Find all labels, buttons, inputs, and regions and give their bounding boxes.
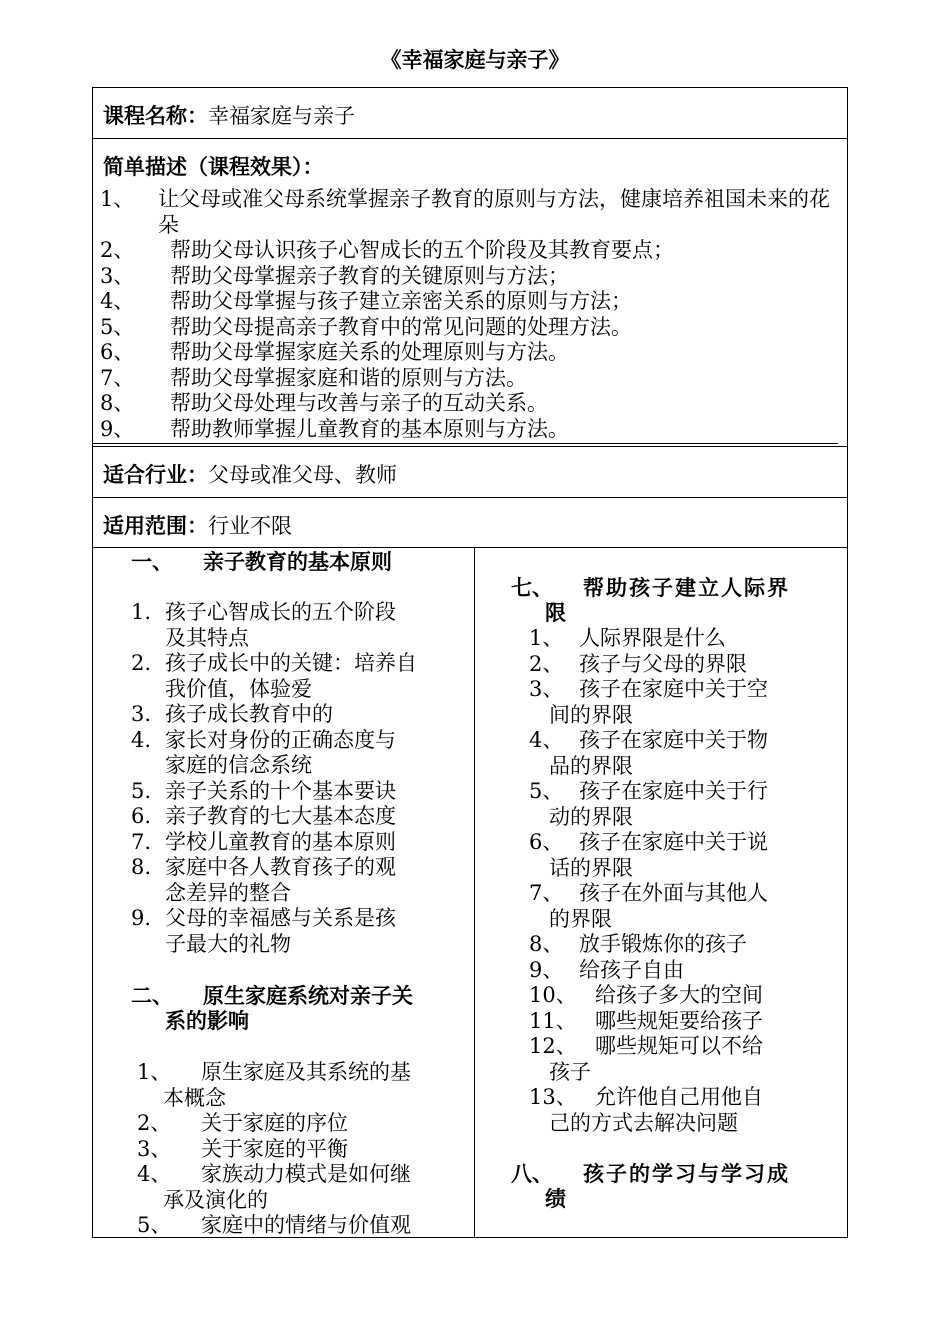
- section-1-item-number: 6.: [131, 804, 152, 828]
- document-title: 《幸福家庭与亲子》: [380, 48, 570, 72]
- section-7-item: [529, 881, 841, 932]
- section-1-list: [131, 600, 471, 957]
- description-item-text: 帮助教师掌握儿童教育的基本原则与方法。: [170, 416, 569, 441]
- course-name-label: 课程名称：: [103, 104, 208, 128]
- description-item-text: 帮助父母提高亲子教育中的常见问题的处理方法。: [170, 314, 632, 339]
- section-7-item: [529, 983, 841, 1009]
- description-item-text: 帮助父母掌握与孩子建立亲密关系的原则与方法；: [170, 289, 632, 313]
- course-name-row: [92, 87, 848, 139]
- description-item-text: 帮助父母认识孩子心智成长的五个阶段及其教育要点；: [170, 238, 674, 262]
- section-2-item-text-cont: 承及演化的: [163, 1187, 268, 1212]
- section-2-item-number: 3、: [137, 1136, 172, 1161]
- section-7-item-number: 10、: [529, 983, 577, 1007]
- section-7-item-text-cont: 话的界限: [549, 855, 633, 880]
- description-item-number: 2、: [100, 238, 135, 262]
- section-1-item-number: 2.: [131, 651, 152, 675]
- description-label: 简单描述（课程效果）：: [103, 155, 324, 179]
- section-7-item: [529, 728, 841, 779]
- section-7-item-number: 7、: [529, 881, 564, 905]
- section-1-item-text-cont: 我价值，体验爱: [165, 676, 312, 701]
- description-list: [100, 187, 840, 442]
- section-7-item: [529, 830, 841, 881]
- description-item: [100, 264, 840, 290]
- section-2-item-text-cont: 本概念: [163, 1085, 226, 1110]
- section-1-item-number: 5.: [131, 778, 152, 803]
- description-item: [100, 366, 840, 392]
- section-7-item-number: 1、: [529, 626, 564, 650]
- description-item-text: 帮助父母掌握家庭关系的处理原则与方法。: [170, 340, 569, 364]
- section-7-item-text: 放手锻炼你的孩子: [579, 932, 747, 956]
- section-7-item-text: 孩子在家庭中关于物: [579, 728, 768, 752]
- section-7-item: [529, 957, 841, 984]
- section-7-item-text: 哪些规矩可以不给: [595, 1034, 763, 1058]
- section-7-item: [529, 1008, 841, 1035]
- description-item-text: 帮助父母掌握亲子教育的关键原则与方法；: [170, 263, 569, 288]
- section-1-item: [131, 830, 471, 856]
- description-item: [100, 340, 840, 366]
- section-7-item-text-cont: 的界限: [549, 906, 612, 931]
- left-column: [93, 548, 474, 1237]
- scope-row: [92, 497, 848, 548]
- section-7-item-text: 孩子在外面与其他人: [579, 881, 768, 905]
- section-1-item: [131, 804, 471, 830]
- description-item: [100, 417, 840, 443]
- section-1-item-text-cont: 念差异的整合: [165, 880, 291, 905]
- section-1-item-text: 父母的幸福感与关系是孩: [165, 906, 396, 930]
- section-7-item-text: 哪些规矩要给孩子: [595, 1008, 763, 1033]
- section-1-item-text: 亲子教育的七大基本态度: [165, 804, 396, 828]
- section-1-item-text-cont: 家庭的信念系统: [165, 753, 312, 777]
- section-7-item-text: 孩子与父母的界限: [579, 651, 747, 676]
- section-7-item-text: 允许他自己用他自: [595, 1085, 763, 1109]
- section-7-item-number: 11、: [529, 1008, 577, 1033]
- section-2-item: [137, 1111, 471, 1137]
- section-7-heading: 七、 帮助孩子建立人际界 限: [511, 576, 790, 625]
- description-item-number: 4、: [100, 289, 135, 313]
- section-7-item-number: 12、: [529, 1034, 577, 1058]
- right-column: [475, 548, 847, 1237]
- section-1-item-number: 4.: [131, 727, 152, 752]
- section-1-item: [131, 651, 471, 702]
- section-7-item: [529, 932, 841, 958]
- section-7-item-text: 孩子在家庭中关于行: [579, 779, 768, 803]
- section-7-item-text: 孩子在家庭中关于说: [579, 830, 768, 854]
- content-columns: [92, 547, 848, 1238]
- section-2-item: [137, 1213, 471, 1239]
- section-2-item-text: 家庭中的情绪与价值观: [201, 1213, 411, 1237]
- section-2-item: [137, 1060, 471, 1111]
- section-7-item-number: 5、: [529, 779, 564, 803]
- section-1-item-text-cont: 子最大的礼物: [165, 931, 291, 956]
- description-item-number: 8、: [100, 391, 135, 415]
- section-2-item: [137, 1162, 471, 1213]
- section-1-item-text: 孩子成长教育中的: [165, 702, 333, 726]
- section-1-item-number: 9.: [131, 906, 152, 930]
- section-7-item: [529, 1085, 841, 1136]
- description-item: [100, 187, 840, 238]
- section-2-item-text: 原生家庭及其系统的基: [201, 1060, 411, 1084]
- section-1-item-text: 孩子心智成长的五个阶段: [165, 600, 396, 624]
- section-7-item-number: 9、: [529, 957, 564, 982]
- section-7-item: [529, 651, 841, 678]
- section-1-heading: 一、 亲子教育的基本原则: [131, 550, 392, 574]
- description-item: [100, 289, 840, 315]
- description-item-text: 帮助父母掌握家庭和谐的原则与方法。: [170, 365, 527, 390]
- section-2-heading: 二、 原生家庭系统对亲子关 系的影响: [131, 984, 413, 1033]
- industry-row: [92, 446, 848, 498]
- section-1-item-number: 7.: [131, 829, 152, 854]
- description-item-number: 6、: [100, 340, 135, 364]
- divider: [93, 443, 838, 444]
- description-item-number: 1、: [100, 187, 135, 211]
- industry-value: 父母或准父母、教师: [208, 463, 397, 487]
- section-1-item: [131, 728, 471, 779]
- scope-label: 适用范围：: [103, 514, 208, 538]
- section-1-item-number: 1.: [131, 600, 152, 624]
- section-7-item: [529, 677, 841, 728]
- section-2-item-text: 家族动力模式是如何继: [201, 1162, 411, 1186]
- section-2-item-number: 5、: [137, 1213, 172, 1237]
- section-7-item-number: 8、: [529, 932, 564, 956]
- section-2-item-text: 关于家庭的平衡: [201, 1136, 348, 1161]
- section-7-item-number: 4、: [529, 728, 564, 752]
- section-1-item-text: 家庭中各人教育孩子的观: [165, 855, 396, 879]
- section-2-item-number: 1、: [137, 1060, 172, 1084]
- section-1-item-text: 学校儿童教育的基本原则: [165, 829, 396, 854]
- description-item-text: 帮助父母处理与改善与亲子的互动关系。: [170, 391, 548, 415]
- description-item-number: 7、: [100, 365, 135, 390]
- section-1-item-text-cont: 及其特点: [165, 625, 249, 650]
- section-1-item-text: 家长对身份的正确态度与: [165, 727, 396, 752]
- section-1-item: [131, 906, 471, 957]
- section-7-item-number: 6、: [529, 830, 564, 854]
- section-1-item-number: 8.: [131, 855, 152, 879]
- course-name-value: 幸福家庭与亲子: [208, 104, 355, 128]
- scope-value: 行业不限: [208, 514, 292, 538]
- description-item: [100, 315, 840, 341]
- industry-label: 适合行业：: [103, 463, 208, 487]
- section-7-item: [529, 1034, 841, 1085]
- description-item: [100, 238, 840, 264]
- section-7-item: [529, 779, 841, 830]
- section-7-item-number: 13、: [529, 1085, 577, 1109]
- section-7-item-text: 孩子在家庭中关于空: [579, 677, 768, 701]
- section-1-item: [131, 779, 471, 805]
- section-7-item-text: 人际界限是什么: [579, 626, 726, 650]
- section-1-item-text: 孩子成长中的关键：培养自: [165, 651, 417, 675]
- section-1-item-text: 亲子关系的十个基本要诀: [165, 778, 396, 803]
- section-7-item-text: 给孩子多大的空间: [595, 983, 763, 1007]
- section-7-item-number: 2、: [529, 651, 564, 676]
- section-7-item-text-cont: 品的界限: [549, 753, 633, 778]
- section-7-item-text-cont: 孩子: [549, 1059, 591, 1084]
- section-2-item-number: 4、: [137, 1162, 172, 1186]
- section-2-item-number: 2、: [137, 1111, 172, 1135]
- description-item-number: 5、: [100, 314, 135, 339]
- section-2-list: [137, 1060, 471, 1239]
- description-item-number: 3、: [100, 263, 135, 288]
- description-item: [100, 391, 840, 417]
- section-7-item-text-cont: 间的界限: [549, 702, 633, 727]
- section-1-item: [131, 600, 471, 651]
- section-7-item: [529, 626, 841, 652]
- section-1-item: [131, 855, 471, 906]
- description-item-number: 9、: [100, 416, 135, 441]
- section-7-list: [529, 626, 841, 1136]
- section-7-item-text: 给孩子自由: [579, 957, 684, 982]
- section-7-item-number: 3、: [529, 677, 564, 701]
- section-2-item: [137, 1137, 471, 1163]
- description-item-text: 让父母或准父母系统掌握亲子教育的原则与方法，健康培养祖国未来的花朵: [158, 187, 830, 237]
- section-7-item-text-cont: 己的方式去解决问题: [549, 1110, 738, 1135]
- section-7-item-text-cont: 动的界限: [549, 804, 633, 829]
- section-8-heading: 八、 孩子的学习与学习成 绩: [511, 1162, 790, 1211]
- section-1-item: [131, 702, 471, 728]
- section-1-item-number: 3.: [131, 702, 152, 726]
- section-2-item-text: 关于家庭的序位: [201, 1111, 348, 1135]
